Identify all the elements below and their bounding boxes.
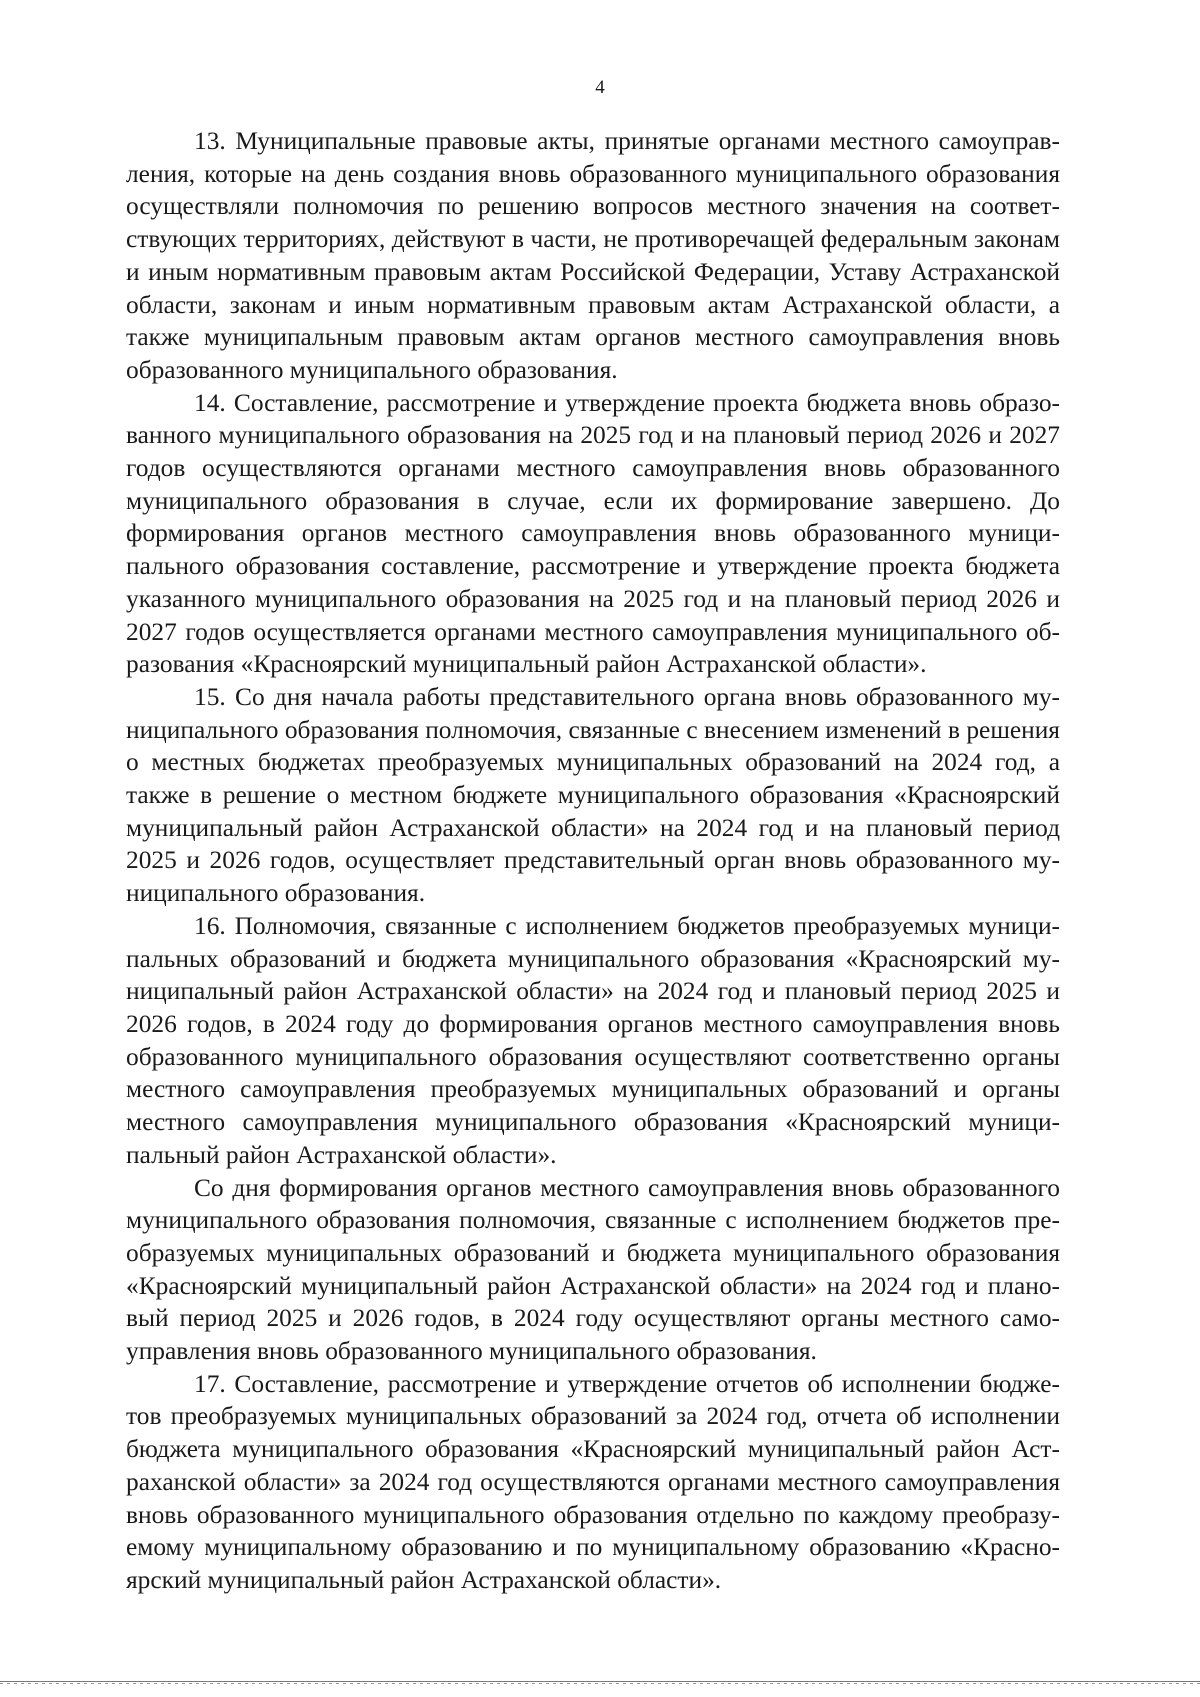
- paragraph-16-continued: Со дня формирования органов местного самоуправления вновь образованного муниципального образования полномочия, связанные с исполнением бюджетов преобразуемых муниципальных образований и бюджета муниципального образования «Красноярский муниципальный район Астраханской области» на 2024 год и плановый период 2025 и 2026 годов, в 2024 году осуществляют органы местного самоуправления вновь образованного муниципального образования.: [126, 1173, 1060, 1366]
- document-body: [126, 125, 1060, 1597]
- paragraph-15: 15. Со дня начала работы представительного органа вновь образованного муниципального образования полномочия, связанные с внесением изменений в решения о местных бюджетах преобразуемых муниципальных образований на 2024 год, а также в решение о местном бюджете муниципального образования «Красноярский муниципальный район Астраханской области» на 2024 год и на плановый период 2025 и 2026 годов, осуществляет представительный орган вновь образованного муниципального образования.: [126, 682, 1060, 908]
- scan-edge-line: [0, 1681, 1200, 1682]
- page-number: 4: [595, 77, 605, 98]
- paragraph-14: 14. Составление, рассмотрение и утверждение проекта бюджета вновь образованного муниципального образования на 2025 год и на плановый период 2026 и 2027 годов осуществляются органами местного самоуправления вновь образованного муниципального образования в случае, если их формирование завершено. До формирования органов местного самоуправления вновь образованного муниципального образования составление, рассмотрение и утверждение проекта бюджета указанного муниципального образования на 2025 год и на плановый период 2026 и 2027 годов осуществляется органами местного самоуправления муниципального образования «Красноярский муниципальный район Астраханской области».: [126, 388, 1060, 679]
- paragraph-16: 16. Полномочия, связанные с исполнением бюджетов преобразуемых муниципальных образований и бюджета муниципального образования «Красноярский муниципальный район Астраханской области» на 2024 год и плановый период 2025 и 2026 годов, в 2024 году до формирования органов местного самоуправления вновь образованного муниципального образования осуществляют соответственно органы местного самоуправления преобразуемых муниципальных образований и органы местного самоуправления муниципального образования «Красноярский муниципальный район Астраханской области».: [126, 911, 1060, 1169]
- paragraph-13: 13. Муниципальные правовые акты, принятые органами местного самоуправления, которые на день создания вновь образованного муниципального образования осуществляли полномочия по решению вопросов местного значения на соответствующих территориях, действуют в части, не противоречащей федеральным законам и иным нормативным правовым актам Российской Федерации, Уставу Астраханской области, законам и иным нормативным правовым актам Астраханской области, а также муниципальным правовым актам органов местного самоуправления вновь образованного муниципального образования.: [126, 127, 1060, 384]
- paragraph-17: 17. Составление, рассмотрение и утверждение отчетов об исполнении бюджетов преобразуемых муниципальных образований за 2024 год, отчета об исполнении бюджета муниципального образования «Красноярский муниципальный район Астраханской области» за 2024 год осуществляются органами местного самоуправления вновь образованного муниципального образования отдельно по каждому преобразуемому муниципальному образованию и по муниципальному образованию «Красноярский муниципальный район Астраханской области».: [126, 1369, 1060, 1594]
- scan-edge-dots: [0, 1683, 1200, 1684]
